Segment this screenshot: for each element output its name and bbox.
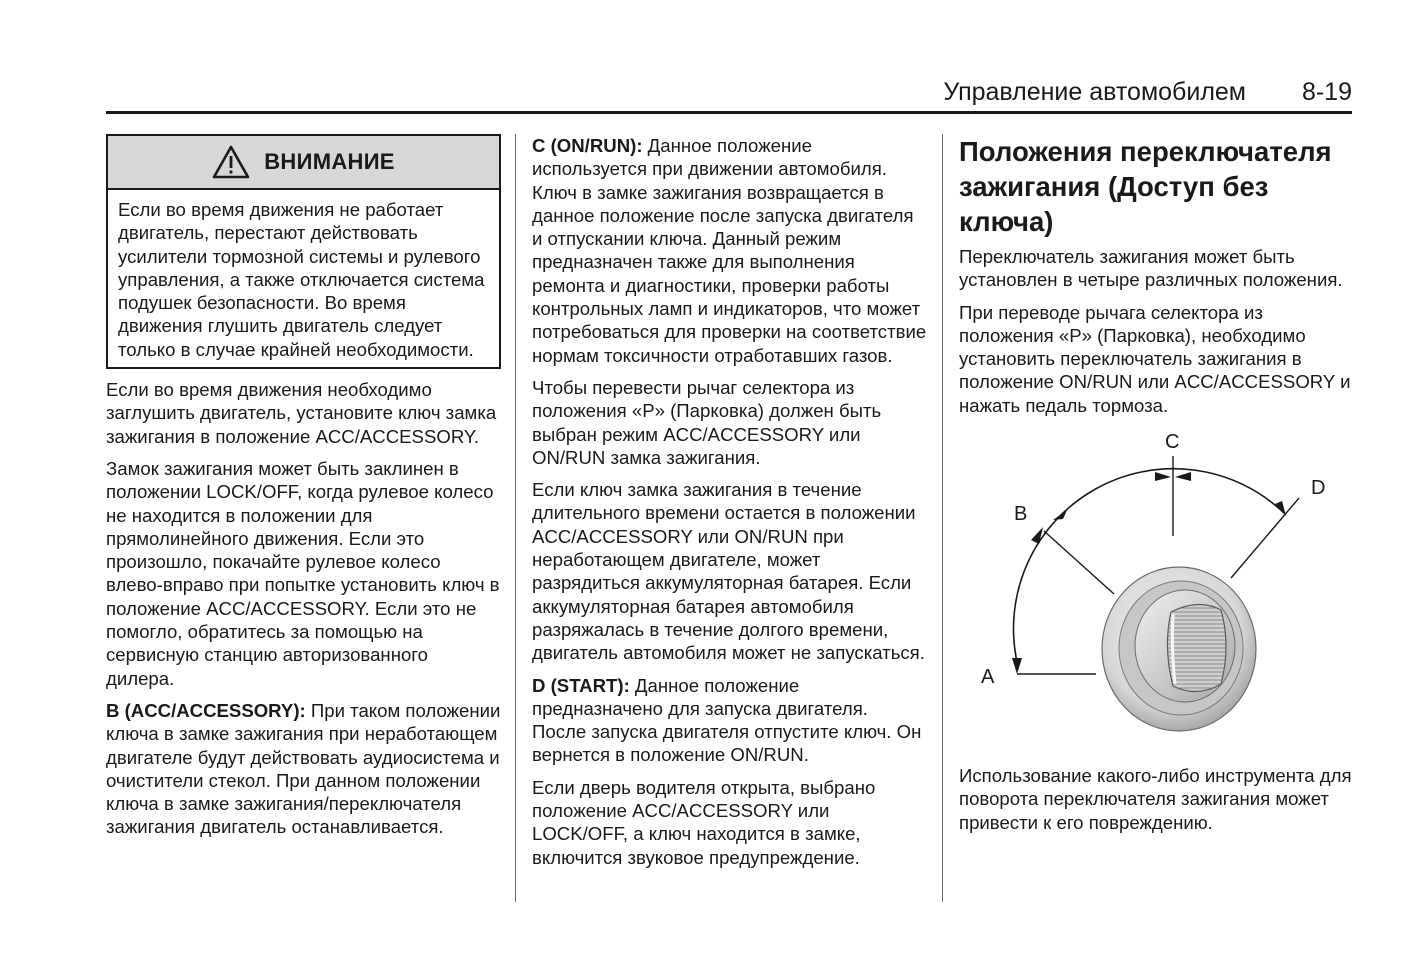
column-divider-1 <box>515 134 516 902</box>
column-1 <box>106 134 501 848</box>
section-heading: Положения переключателя зажигания (Доступ без ключа) <box>959 136 1332 237</box>
column-3 <box>959 134 1359 843</box>
page-number: 8-19 <box>1301 78 1352 106</box>
figure-caption: Использование какого-либо инструмента для поворота переключателя зажигания может привести к его повреждению. <box>959 765 1352 833</box>
warning-text: Если во время движения не работает двигатель, перестают действовать усилители тормозной системы и рулевого управления, а также отключается система подушек безопасности. Во время движения глушить двигатель следует только в случае крайней необходимости. <box>118 199 485 360</box>
section-title: Управление автомобилем <box>943 78 1246 106</box>
arrow-c-right <box>1175 472 1191 481</box>
label-d: D <box>1311 477 1326 500</box>
leader-d <box>1231 498 1299 578</box>
warning-triangle-icon <box>212 145 250 179</box>
arrow-d <box>1275 501 1286 516</box>
warning-box <box>106 134 501 369</box>
arrow-c-left <box>1155 472 1171 481</box>
term-on-run-description: Данное положение используется при движении автомобиля. Ключ в замке зажигания возвращается в данное положение после запуска двигателя и отпускании ключа. Данный режим предназначен также для выполнения ремонта и диагностики, проверки работы контрольных ламп и индикаторов, что может потребоваться для проверки на соответствие нормам токсичности отработавших газов. <box>532 135 927 366</box>
leader-b <box>1044 531 1114 594</box>
warning-header <box>108 136 499 190</box>
arrow-a <box>1012 658 1022 674</box>
warning-title: ВНИМАНИЕ <box>264 149 395 175</box>
term-start-description: Данное положение предназначено для запуска двигателя. После запуска двигателя отпустите ключ. Он вернется в положение ON/RUN. <box>532 674 922 766</box>
term-on-run: C (ON/RUN): <box>532 135 643 156</box>
ignition-positions-figure <box>959 426 1359 756</box>
label-c: C <box>1165 431 1180 454</box>
paragraph: Замок зажигания может быть заклинен в положении LOCK/OFF, когда рулевое колесо не находится в положении для прямолинейного движения. Если это произошло, покачайте рулевое колесо влево-вправо при попытке установить ключ в положение ACC/ACCESSORY. Если это не помогло, обратитесь за помощью на сервисную станцию авторизованного дилера. <box>106 457 500 689</box>
paragraph: Если ключ замка зажигания в течение длительного времени остается в положении ACC/ACCESSORY или ON/RUN при неработающем двигателе, может разрядиться аккумуляторная батарея. Если аккумуляторная батарея автомобиля разряжалась в течение долгого времени, двигатель автомобиля может не запускаться. <box>532 479 925 664</box>
arrow-b-right <box>1053 510 1067 520</box>
paragraph: При переводе рычага селектора из положения «P» (Парковка), необходимо установить переключатель зажигания в положение ON/RUN или ACC/ACCESSORY и нажать педаль тормоза. <box>959 301 1351 416</box>
term-start: D (START): <box>532 674 630 696</box>
column-2 <box>532 134 927 878</box>
term-acc: B (ACC/ACCESSORY): <box>106 699 306 721</box>
header-rule <box>106 111 1352 114</box>
ignition-diagram <box>959 426 1359 756</box>
paragraph: Чтобы перевести рычаг селектора из положения «P» (Парковка) должен быть выбран режим ACC/ACCESSORY или ON/RUN замка зажигания. <box>532 376 882 468</box>
paragraph: Если во время движения необходимо заглушить двигатель, установите ключ замка зажигания в положение ACC/ACCESSORY. <box>106 379 497 447</box>
page-header <box>106 76 1352 112</box>
column-divider-2 <box>942 134 943 902</box>
label-a: A <box>981 666 995 689</box>
paragraph: Переключатель зажигания может быть установлен в четыре различных положения. <box>959 246 1343 291</box>
paragraph-on-run <box>532 134 927 367</box>
paragraph-acc <box>106 699 501 839</box>
label-b: B <box>1014 503 1028 526</box>
ignition-switch <box>1102 567 1256 731</box>
arrow-b-left <box>1031 527 1043 544</box>
paragraph: Если дверь водителя открыта, выбрано положение ACC/ACCESSORY или LOCK/OFF, а ключ находится в замке, включится звуковое предупреждение. <box>532 776 876 868</box>
term-acc-description: При таком положении ключа в замке зажигания при неработающем двигателе будут действовать аудиосистема и очистители стекол. При данном положении ключа в замке зажигания/переключателя зажигания двигатель останавливается. <box>106 699 501 838</box>
paragraph-start <box>532 674 927 767</box>
